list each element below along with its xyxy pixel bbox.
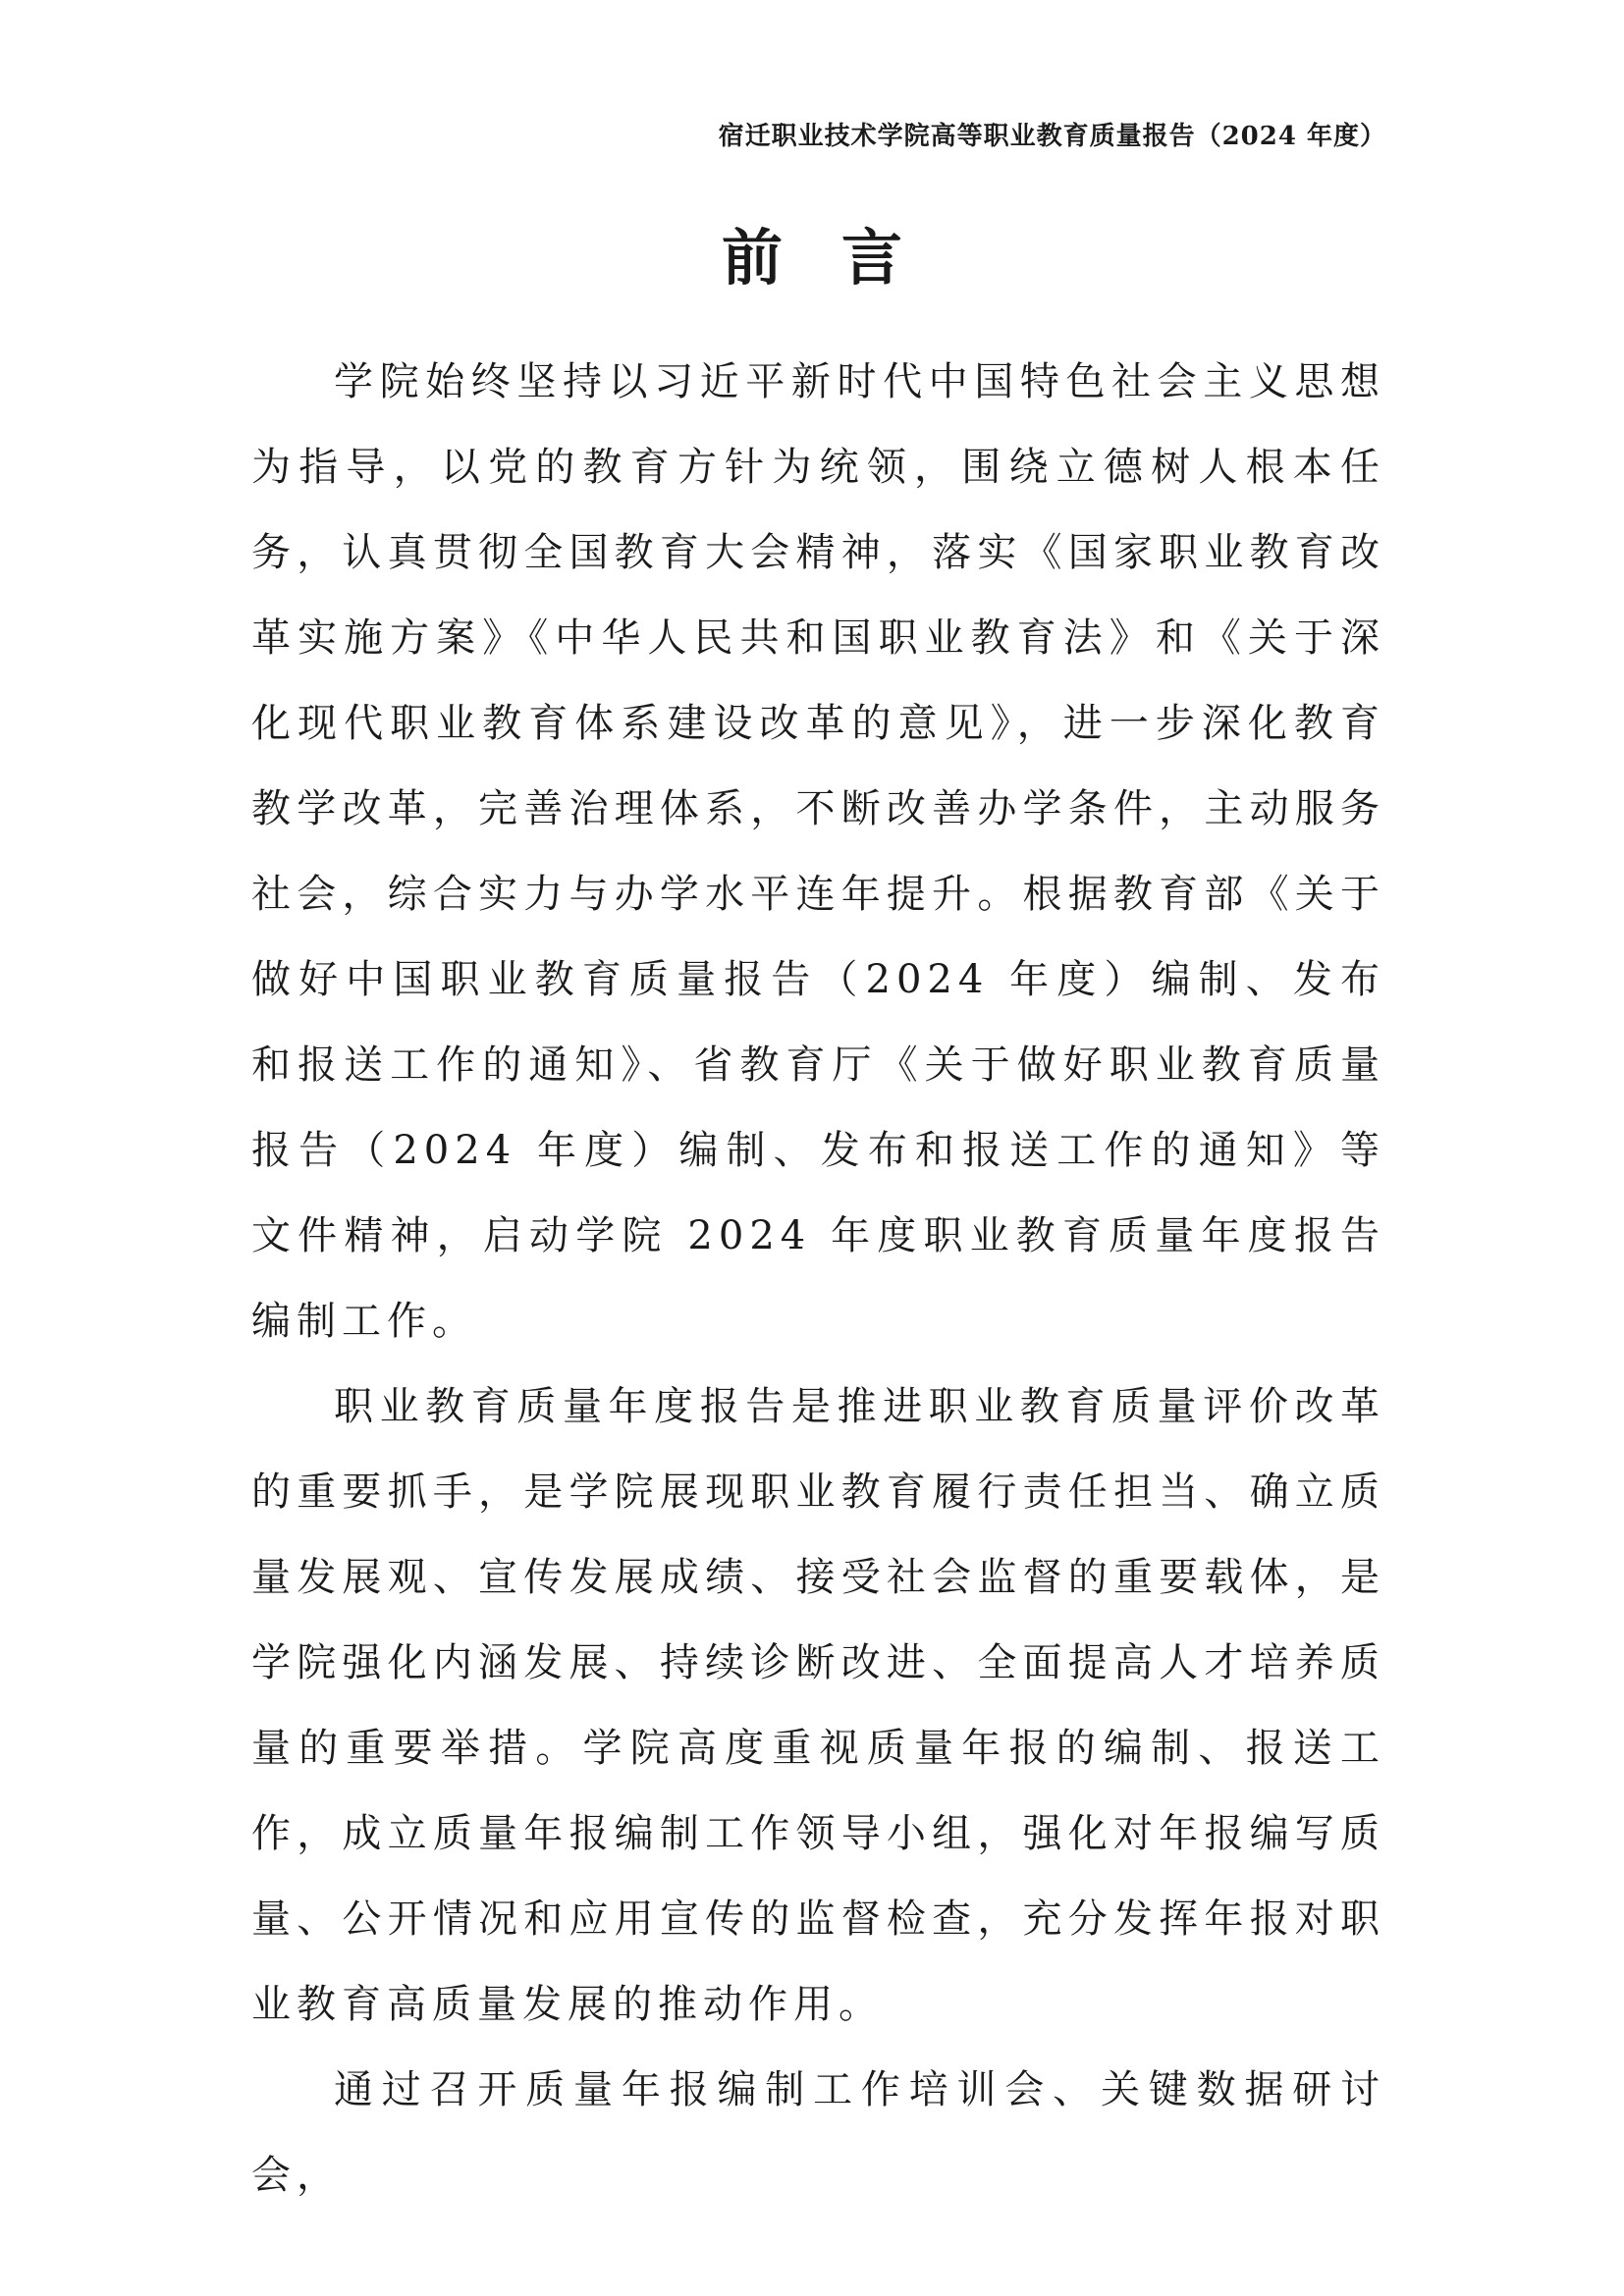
running-header: 宿迁职业技术学院高等职业教育质量报告（2024 年度） [718, 122, 1386, 151]
page-title: 前言 [721, 222, 961, 294]
body-text [251, 340, 1385, 2218]
paragraph-2: 职业教育质量年度报告是推进职业教育质量评价改革的重要抓手，是学院展现职业教育履行责任担当、确立质量发展观、宣传发展成绩、接受社会监督的重要载体，是学院强化内涵发展、持续诊断改进、全面提高人才培养质量的重要举措。学院高度重视质量年报的编制、报送工作，成立质量年报编制工作领导小组，强化对年报编写质量、公开情况和应用宣传的监督检查，充分发挥年报对职业教育高质量发展的推动作用。 [251, 1384, 1385, 2027]
paragraph-3: 通过召开质量年报编制工作培训会、关键数据研讨会， [251, 2067, 1385, 2198]
paragraph-1: 学院始终坚持以习近平新时代中国特色社会主义思想为指导，以党的教育方针为统领，围绕立德树人根本任务，认真贯彻全国教育大会精神，落实《国家职业教育改革实施方案》《中华人民共和国职业教育法》和《关于深化现代职业教育体系建设改革的意见》，进一步深化教育教学改革，完善治理体系，不断改善办学条件，主动服务社会，综合实力与办学水平连年提升。根据教育部《关于做好中国职业教育质量报告（2024 年度）编制、发布和报送工作的通知》、省教育厅《关于做好职业教育质量报告（2024 年度）编制、发布和报送工作的通知》等文件精神，启动学院 2024 年度职业教育质量年度报告编制工作。 [251, 359, 1385, 1344]
